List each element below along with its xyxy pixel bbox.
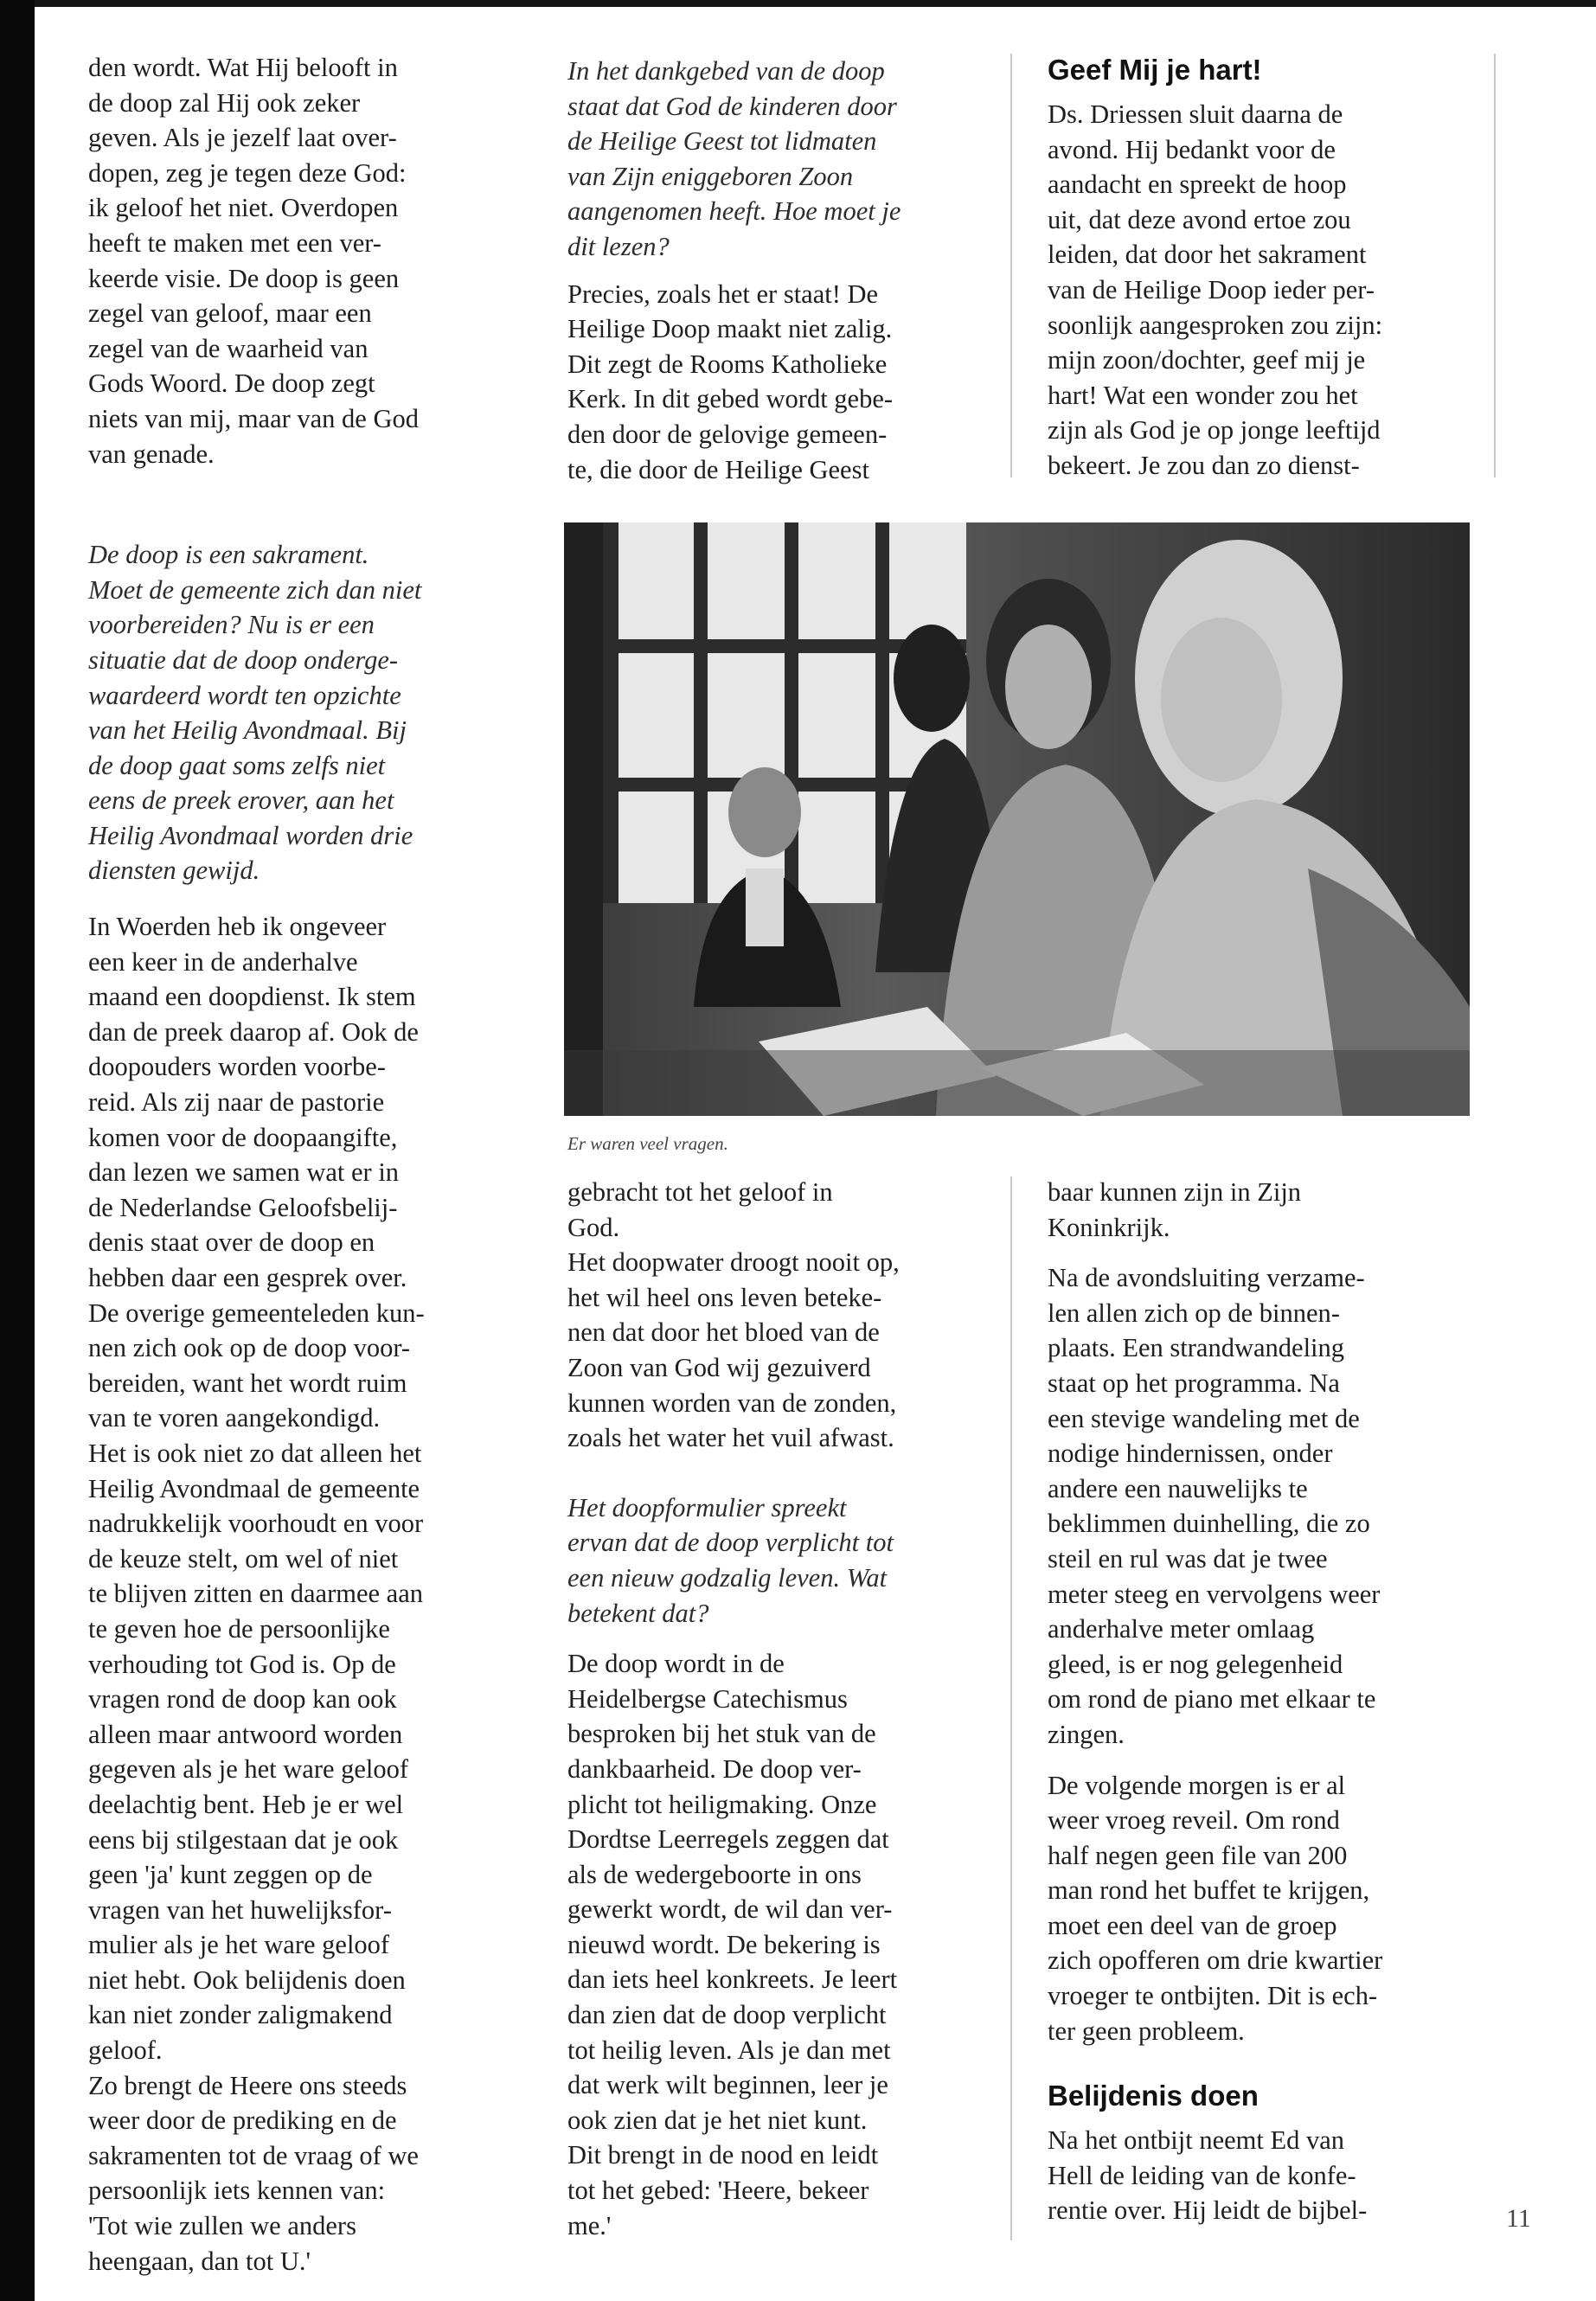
text-line: In Woerden heb ik ongeveer <box>88 912 387 942</box>
text-line: denis staat over de doop en <box>88 1227 375 1258</box>
text-line: plicht tot heiligmaking. Onze <box>567 1789 877 1819</box>
paragraph <box>1048 1768 1480 2049</box>
text-line: steil en rul was dat je twee <box>1048 1543 1328 1574</box>
text-line: van te voren aangekondigd. <box>88 1403 381 1433</box>
paragraph <box>567 1175 1000 1456</box>
text-line: gleed, is er nog gelegenheid <box>1048 1649 1343 1679</box>
text-line: heengaan, dan tot U.' <box>88 2246 311 2276</box>
text-line: nen zich ook op de doop voor- <box>88 1333 411 1363</box>
text-line: Het doopformulier spreekt <box>567 1492 847 1522</box>
text-line: tot heilig leven. Als je dan met <box>567 2035 891 2065</box>
text-line: zegel van geloof, maar een <box>88 298 372 329</box>
text-line: Heilig Avondmaal worden drie <box>88 820 413 850</box>
text-line: aangenomen heeft. Hoe moet je <box>567 196 901 227</box>
text-line: De overige gemeenteleden kun- <box>88 1298 425 1328</box>
top-rule <box>35 0 1596 7</box>
text-line: beklimmen duinhelling, die zo <box>1048 1509 1370 1539</box>
text-line: Heilig Avondmaal de gemeente <box>88 1473 420 1503</box>
question-italic <box>567 1490 1000 1631</box>
text-line: zoals het water het vuil afwast. <box>567 1423 894 1453</box>
text-line: zich opofferen om drie kwartier <box>1048 1945 1383 1976</box>
text-line: dankbaarheid. De doop ver- <box>567 1753 862 1784</box>
text-line: De doop wordt in de <box>567 1649 785 1679</box>
text-line: hart! Wat een wonder zou het <box>1048 380 1358 410</box>
text-line: Zo brengt de Heere ons steeds <box>88 2070 407 2100</box>
text-line: dan iets heel konkreets. Je leert <box>567 1965 898 1995</box>
text-line: me.' <box>567 2210 612 2240</box>
text-line: diensten gewijd. <box>88 856 260 886</box>
text-line: geloof. <box>88 2035 163 2066</box>
paragraph <box>1048 2123 1480 2228</box>
text-line: eens de preek erover, aan het <box>88 785 394 816</box>
text-line: deelachtig bent. Heb je er wel <box>88 1789 404 1819</box>
text-line: keerde visie. De doop is geen <box>88 263 400 293</box>
text-line: van Zijn eniggeboren Zoon <box>567 161 854 191</box>
text-line: dan zien dat de doop verplicht <box>567 2000 887 2030</box>
text-line: plaats. Een strandwandeling <box>1048 1333 1345 1363</box>
text-line: ik geloof het niet. Overdopen <box>88 193 399 223</box>
question-italic <box>88 537 521 888</box>
text-line: De volgende morgen is er al <box>1048 1770 1346 1800</box>
text-line: alleen maar antwoord worden <box>88 1719 403 1749</box>
text-line: weer door de prediking en de <box>88 2106 397 2136</box>
text-line: doopouders worden voorbe- <box>88 1052 386 1082</box>
text-line: komen voor de doopaangifte, <box>88 1122 398 1152</box>
text-line: baar kunnen zijn in Zijn <box>1048 1177 1302 1207</box>
text-line: persoonlijk iets kennen van: <box>88 2176 386 2206</box>
text-line: nadrukkelijk voorhoudt en voor <box>88 1509 424 1539</box>
text-line: betekent dat? <box>567 1598 709 1628</box>
text-line: om rond de piano met elkaar te <box>1048 1684 1376 1715</box>
text-line: staat op het programma. Na <box>1048 1368 1340 1398</box>
text-line: gegeven als je het ware geloof <box>88 1754 409 1785</box>
text-line: mijn zoon/dochter, geef mij je <box>1048 345 1366 375</box>
paragraph <box>567 1646 1000 2243</box>
text-line: 'Tot wie zullen we anders <box>88 2211 356 2241</box>
text-line: als de wedergeboorte in ons <box>567 1859 862 1889</box>
text-line: vroeger te ontbijten. Dit is ech- <box>1048 1981 1378 2011</box>
text-line: zegel van de waarheid van <box>88 333 369 363</box>
text-line: In het dankgebed van de doop <box>567 56 885 86</box>
paragraph <box>88 909 521 2279</box>
text-line: gebracht tot het geloof in <box>567 1177 833 1207</box>
text-line: len allen zich op de binnen- <box>1048 1298 1340 1328</box>
text-line: nodige hindernissen, onder <box>1048 1439 1333 1469</box>
text-line: aandacht en spreekt de hoop <box>1048 170 1347 200</box>
text-line: vragen van het huwelijksfor- <box>88 1894 392 1925</box>
text-line: Dit brengt in de nood en leidt <box>567 2140 879 2170</box>
text-line: Kerk. In dit gebed wordt gebe- <box>567 384 894 414</box>
text-line: rentie over. Hij leidt de bijbel- <box>1048 2195 1368 2226</box>
text-line: staat dat God de kinderen door <box>567 91 897 121</box>
page-number: 11 <box>1506 2204 1531 2233</box>
text-line: zingen. <box>1048 1719 1125 1749</box>
text-line: het wil heel ons leven beteke- <box>567 1282 882 1312</box>
text-line: soonlijk aangesproken zou zijn: <box>1048 310 1383 340</box>
text-line: besproken bij het stuk van de <box>567 1719 876 1749</box>
text-line: meter steeg en vervolgens weer <box>1048 1579 1381 1609</box>
column-divider <box>1010 1176 1012 2240</box>
page-edge-shadow <box>0 0 35 2301</box>
text-line: de doop zal Hij ook zeker <box>88 87 361 118</box>
text-line: uit, dat deze avond ertoe zou <box>1048 204 1351 234</box>
text-line: reid. Als zij naar de pastorie <box>88 1087 385 1118</box>
text-line: Na het ontbijt neemt Ed van <box>1048 2125 1345 2156</box>
text-line: Na de avondsluiting verzame- <box>1048 1263 1365 1293</box>
column-divider <box>1010 54 1012 478</box>
paragraph <box>1048 97 1480 484</box>
text-line: Precies, zoals het er staat! De <box>567 279 879 309</box>
text-line: nen dat door het bloed van de <box>567 1317 880 1348</box>
text-line: hebben daar een gesprek over. <box>88 1263 407 1292</box>
text-line: den wordt. Wat Hij belooft in <box>88 53 398 82</box>
text-line: de Nederlandse Geloofsbelij- <box>88 1192 398 1222</box>
column-3-bottom <box>1048 1175 1480 2228</box>
text-line: gewerkt wordt, de wil dan ver- <box>567 1894 893 1925</box>
text-line: tot het gebed: 'Heere, bekeer <box>567 2176 869 2206</box>
column-2-top <box>567 54 1000 487</box>
text-line: een nieuw godzalig leven. Wat <box>567 1562 888 1593</box>
text-line: God. <box>567 1212 620 1242</box>
text-line: sakramenten tot de vraag of we <box>88 2140 419 2170</box>
section-heading: Geef Mij je hart! <box>1048 54 1262 86</box>
text-line: te geven hoe de persoonlijke <box>88 1613 390 1644</box>
text-line: Heilige Doop maakt niet zalig. <box>567 314 893 344</box>
text-line: een keer in de anderhalve <box>88 946 358 977</box>
photo-caption: Er waren veel vragen. <box>567 1133 728 1154</box>
text-line: nieuwd wordt. De bekering is <box>567 1929 881 1959</box>
text-line: ter geen probleem. <box>1048 2016 1245 2046</box>
text-line: dat werk wilt beginnen, leer je <box>567 2070 888 2100</box>
text-line: eens bij stilgestaan dat je ook <box>88 1824 399 1855</box>
text-line: Dordtse Leerregels zeggen dat <box>567 1824 889 1855</box>
text-line: niets van mij, maar van de God <box>88 403 419 433</box>
text-line: andere een nauwelijks te <box>1048 1473 1308 1503</box>
text-line: heeft te maken met een ver- <box>88 228 381 258</box>
text-line: Koninkrijk. <box>1048 1212 1170 1242</box>
column-1 <box>88 50 521 2279</box>
text-line: de keuze stelt, om wel of niet <box>88 1543 399 1574</box>
text-line: mulier als je het ware geloof <box>88 1930 390 1960</box>
text-line: ook zien dat je het niet kunt. <box>567 2105 868 2135</box>
text-line: moet een deel van de groep <box>1048 1910 1337 1940</box>
text-line: half negen geen file van 200 <box>1048 1840 1348 1870</box>
text-line: vragen rond de doop kan ook <box>88 1684 397 1715</box>
text-line: kunnen worden van de zonden, <box>567 1388 897 1418</box>
column-divider <box>1494 54 1496 478</box>
text-line: ervan dat de doop verplicht tot <box>567 1528 894 1558</box>
text-line: Zoon van God wij gezuiverd <box>567 1352 871 1382</box>
text-line: Het doopwater droogt nooit op, <box>567 1247 900 1278</box>
text-line: te blijven zitten en daarmee aan <box>88 1579 423 1609</box>
text-line: avond. Hij bedankt voor de <box>1048 134 1336 164</box>
text-line: Dit zegt de Rooms Katholieke <box>567 349 888 379</box>
section-heading: Belijdenis doen <box>1048 2080 1259 2112</box>
text-line: Ds. Driessen sluit daarna de <box>1048 99 1343 129</box>
text-line: van de Heilige Doop ieder per- <box>1048 274 1375 304</box>
text-line: man rond het buffet te krijgen, <box>1048 1875 1370 1906</box>
text-line: anderhalve meter omlaag <box>1048 1614 1315 1644</box>
text-line: maand een doopdienst. Ik stem <box>88 982 416 1012</box>
paragraph <box>567 277 1000 488</box>
photo-students <box>564 522 1470 1116</box>
text-line: dopen, zeg je tegen deze God: <box>88 157 407 188</box>
text-line: situatie dat de doop onderge- <box>88 644 399 675</box>
text-line: Heidelbergse Catechismus <box>567 1683 848 1714</box>
text-line: van het Heilig Avondmaal. Bij <box>88 715 407 746</box>
text-line: dan de preek daarop af. Ook de <box>88 1016 419 1047</box>
text-line: voorbereiden? Nu is er een <box>88 610 375 640</box>
text-line: Hell de leiding van de konfe- <box>1048 2160 1356 2190</box>
text-line: zijn als God je op jonge leeftijd <box>1048 415 1381 445</box>
text-line: van genade. <box>88 439 215 469</box>
text-line: de doop gaat soms zelfs niet <box>88 750 386 780</box>
text-line: leiden, dat door het sakrament <box>1048 240 1367 270</box>
text-line: niet hebt. Ook belijdenis doen <box>88 1965 406 1995</box>
text-line: te, die door de Heilige Geest <box>567 454 869 484</box>
text-line: een stevige wandeling met de <box>1048 1403 1360 1433</box>
text-line: de Heilige Geest tot lidmaten <box>567 126 877 157</box>
question-italic <box>567 54 1000 265</box>
text-line: bekeert. Je zou dan zo dienst- <box>1048 450 1360 480</box>
text-line: Moet de gemeente zich dan niet <box>88 574 422 605</box>
paragraph <box>88 50 521 471</box>
paragraph <box>1048 1175 1480 1245</box>
photo-image <box>564 522 1470 1116</box>
text-line: geen 'ja' kunt zeggen op de <box>88 1860 373 1890</box>
text-line: den door de gelovige gemeen- <box>567 419 888 449</box>
column-2-bottom <box>567 1175 1000 2243</box>
text-line: weer vroeg reveil. Om rond <box>1048 1805 1340 1836</box>
text-line: dit lezen? <box>567 231 670 261</box>
text-line: kan niet zonder zaligmakend <box>88 2000 393 2030</box>
text-line: Gods Woord. De doop zegt <box>88 369 375 399</box>
text-line: waardeerd wordt ten opzichte <box>88 680 401 710</box>
text-line: De doop is een sakrament. <box>88 540 369 570</box>
text-line: geven. Als je jezelf laat over- <box>88 123 397 153</box>
text-line: verhouding tot God is. Op de <box>88 1649 396 1679</box>
text-line: Het is ook niet zo dat alleen het <box>88 1438 422 1468</box>
text-line: dan lezen we samen wat er in <box>88 1157 400 1188</box>
text-line: bereiden, want het wordt ruim <box>88 1368 407 1398</box>
column-3-top <box>1048 52 1480 484</box>
paragraph <box>1048 1260 1480 1752</box>
